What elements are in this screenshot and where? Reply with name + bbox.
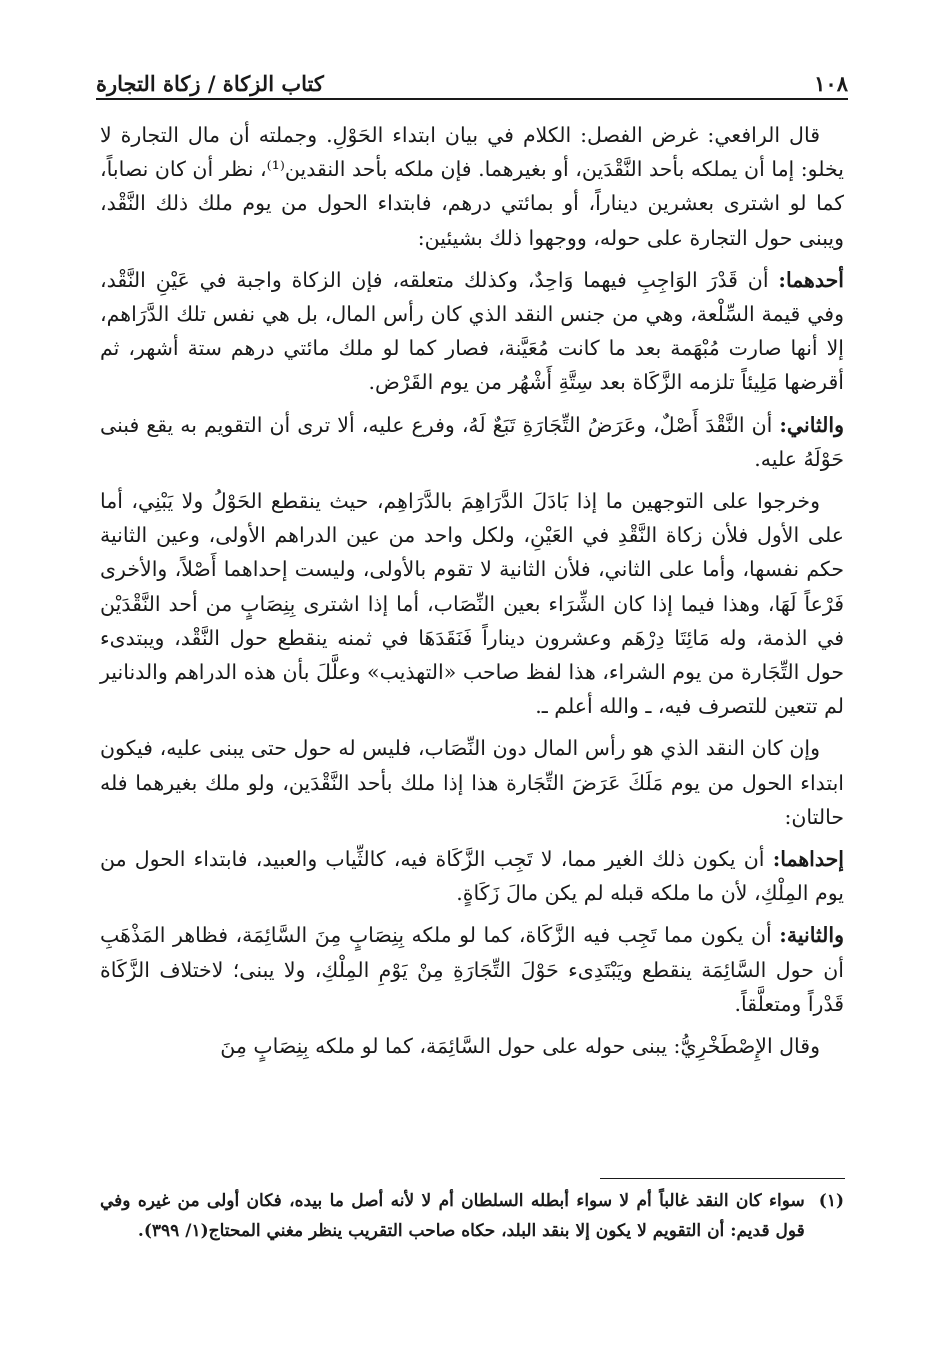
main-text: [100, 118, 844, 1071]
paragraph-lead: أحدهما:: [778, 267, 844, 292]
paragraph-second-case: [100, 918, 844, 1021]
header-rule: [96, 98, 848, 100]
paragraph-intro: قال الرافعي: غرض الفصل: الكلام في بيان ابتداء الحَوْلِ. وجملته أن مال التجارة لا يخلو: إما أن يملكه بأحد النَّقْدَين، أو بغيرهما. فإن ملكه بأحد النقدين⁽¹⁾، نظر أن كان نصاباً، كما لو اشترى بعشرين ديناراً، أو بمائتي درهم، فابتداء الحول من يوم ملك ذلك النَّقْد، ويبنى حول التجارة على حوله، ووجهوا ذلك بشيئين:: [100, 123, 844, 250]
running-title: كتاب الزكاة / زكاة التجارة: [96, 71, 324, 96]
paragraph-lead: إحداهما:: [772, 847, 844, 872]
footnote-rule: [600, 1178, 845, 1179]
paragraph-text: أن يكون ذلك الغير مما، لا تَجِب الزَّكَاة فيه، كالثِّياب والعبيد، فابتداء الحول من يوم المِلْكِ، لأن ما ملكه قبله لم يكن مالَ زَكَاةٍ.: [100, 847, 844, 906]
page-number: ١٠٨: [814, 71, 848, 96]
paragraph-istakhri: وقال الإِصْطَخْرِيُّ: يبنى حوله على حول السَّائِمَة، كما لو ملكه بِنِصَابٍ مِنَ: [220, 1034, 820, 1059]
paragraph-lead: والثانية:: [779, 923, 844, 948]
paragraph-below-nisab: وإن كان النقد الذي هو رأس المال دون النِّصَاب، فليس له حول حتى يبنى عليه، فيكون ابتداء الحول من يوم مَلَكَ عَرَضَ التِّجَارة هذا إذا ملك بأحد النَّقْدَين، ولو ملك بغيرهما فله حالتان:: [100, 736, 844, 829]
paragraph-lead: والثاني:: [779, 412, 844, 437]
footnote-text: سواء كان النقد غالباً أم لا سواء أبطله السلطان أم لا لأنه أصل ما بيده، فكان أولى من غيره وفي قول قديم: أن التقويم لا يكون إلا بنقد البلد، حكاه صاحب التقريب ينظر مغني المحتاج(١/ ٣٩٩).: [100, 1191, 805, 1241]
paragraph-first-case: [100, 842, 844, 910]
paragraph-second-reason: [100, 408, 844, 476]
paragraph-text: أن النَّقْدَ أَصْلٌ، وعَرَضُ التِّجَارَةِ تَبَعٌ لَهُ، وفرع عليه، ألا ترى أن التقويم به يقع فبنى حَوْلَهُ عليه.: [100, 412, 844, 471]
paragraph-text: أن قَدْرَ الوَاجِبِ فيهما وَاحِدٌ، وكذلك متعلقه، فإن الزكاة واجبة في عَيْنِ النَّقْد، وفي قيمة السِّلْعة، وهي من جنس النقد الذي كان رأس المال، بل هي نفس تلك الدَّرَاهم، إلا أنها صارت مُبْهَمة بعد ما كانت مُعَيَّنة، فصار كما لو ملك مائتي درهم ستة أشهر، ثم أقرضها مَلِيئاً تلزمه الزَّكَاة بعد سِتَّةِ أَشْهُر من يوم القَرْض.: [100, 267, 844, 395]
paragraph-text: أن يكون مما تَجِب فيه الزَّكَاة، كما لو ملكه بِنِصَابٍ مِنَ السَّائِمَة، فظاهر المَذْهَبِ أن حول السَّائِمَة ينقطع ويَبْتَدِىء حَوْلَ التِّجَارَةِ مِنْ يَوْمِ المِلْكِ، ولا يبنى؛ لاختلاف الزَّكَاة قَدْراً ومتعلَّقاً.: [100, 923, 844, 1016]
paragraph-first-reason: [100, 263, 844, 400]
footnote-marker: (١): [818, 1191, 844, 1211]
page-header: [96, 56, 848, 96]
footnote: [100, 1186, 844, 1246]
paragraph-derivation: وخرجوا على التوجهين ما إذا بَادَلَ الدَّرَاهِمَ بالدَّرَاهِم، حيث ينقطع الحَوْلُ ولا يَبْنِي، أما على الأول فلأن زكاة النَّقْدِ في العَيْنِ، ولكل واحد من عين الدراهم الأولى، وعين الثانية حكم نفسها، وأما على الثاني، فلأن الثانية لا تقوم بالأولى، وليست إحداهما أَصْلاً، والأخرى فَرْعاً لَهَا، وهذا فيما إذا كان الشِّرَاء بعين النِّصَاب، أما إذا اشترى بِنِصَابٍ من أحد النَّقْدَيْن في الذمة، وله مَائِتَا دِرْهَم وعشرون ديناراً فَنَقَدَهَا في ثمنه ينقطع حول النَّقْد، ويبتدىء حول التِّجَارة من يوم الشراء، هذا لفظ صاحب «التهذيب» وعلَّلَ بأن هذه الدراهم والدنانير لم تتعين للتصرف فيه، ـ والله أعلم ـ.: [100, 489, 844, 719]
